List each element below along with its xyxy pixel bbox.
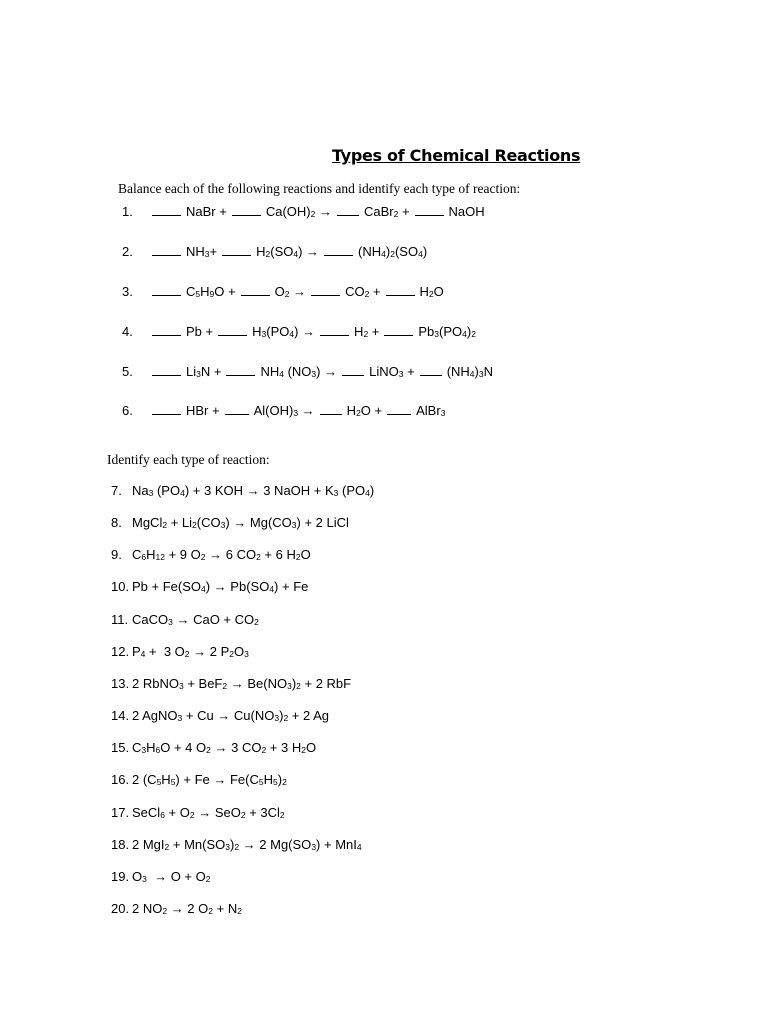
reaction-number: 14. — [111, 708, 130, 724]
identify-reaction-13 — [111, 676, 351, 691]
reaction-equation: SeCl$_6$ + $O_2 \to SeO_2 + 3Cl_2$ — [132, 804, 285, 820]
reaction-equation: $O_3 \to O + O_2$ — [132, 868, 211, 884]
reaction-equation: MgCl$_2$ + $Li_2(CO_3) \to Mg(CO_3) + 2$ LiCl — [132, 515, 349, 531]
reaction-equation: NaBr + $Ca(OH)_2$ → CaBr$_2$ + NaOH — [152, 204, 485, 219]
reaction-number: 18. — [111, 836, 130, 852]
worksheet-title: Types of Chemical Reactions — [332, 146, 581, 165]
reaction-equation: $Li_3N$ + $NH_4$ $(NO_3)$ → LiNO$_3$ + $(NH_4)_3N$ — [152, 364, 493, 379]
balance-reaction-5 — [122, 364, 493, 379]
reaction-equation: CaCO$_3$ → CaO + $CO_2$ — [132, 611, 259, 627]
reaction-number: 15. — [111, 740, 130, 756]
reaction-number: 11. — [111, 611, 129, 627]
identify-reaction-11 — [111, 612, 259, 627]
identify-reaction-10 — [111, 579, 308, 594]
balance-reaction-2 — [122, 244, 427, 259]
reaction-number: 9. — [111, 547, 122, 563]
identify-reaction-12 — [111, 644, 249, 659]
identify-reaction-9 — [111, 547, 311, 562]
reaction-equation: 2 $MgI_2 + Mn(SO_3)_2 \to 2$ $Mg(SO_3) + MnI_4$ — [132, 836, 362, 852]
reaction-equation: $C_6H_{12} + 9$ $O_2 \to 6$ $CO_2 + 6$ $H_2O$ — [132, 547, 311, 563]
balance-reaction-4 — [122, 324, 476, 339]
identify-reaction-19 — [111, 869, 210, 884]
reaction-equation: HBr + $Al(OH)_3$ → $H_2O$ + AlBr$_3$ — [152, 403, 445, 418]
reaction-number: 19. — [111, 868, 130, 884]
reaction-number: 20. — [111, 900, 130, 916]
identify-reaction-20 — [111, 901, 242, 916]
reaction-number: 16. — [111, 772, 130, 788]
identify-instructions: Identify each type of reaction: — [107, 452, 270, 467]
balance-instructions: Balance each of the following reactions and identify each type of reaction: — [118, 181, 521, 196]
reaction-number: 3. — [122, 284, 133, 299]
reaction-equation: $P_4 + 3$ $O_2 \to 2$ $P_2O_3$ — [132, 643, 249, 659]
balance-reaction-3 — [122, 284, 444, 299]
identify-reaction-15 — [111, 740, 316, 755]
balance-reaction-6 — [122, 403, 445, 418]
reaction-number: 4. — [122, 324, 133, 339]
reaction-number: 5. — [122, 364, 133, 379]
reaction-equation: 2 AgNO$_3$ + $Cu \to Cu(NO_3)_2 + 2$ Ag — [132, 708, 330, 724]
balance-reaction-1 — [122, 204, 485, 219]
reaction-number: 8. — [111, 515, 122, 531]
reaction-number: 13. — [111, 675, 130, 691]
reaction-equation: $Na_3$ $(PO_4) + 3$ KOH → 3 NaOH + $K_3$ $(PO_4)$ — [132, 483, 375, 498]
identify-reaction-18 — [111, 837, 362, 852]
reaction-equation: $Pb + Fe(SO_4) \to Pb(SO_4) + Fe$ — [132, 579, 309, 595]
reaction-equation: Pb + $H_3(PO_4)$ → $H_2$ + $Pb_3(PO_4)_2$ — [152, 324, 476, 339]
identify-reaction-8 — [111, 515, 349, 530]
identify-reaction-17 — [111, 805, 285, 820]
identify-reaction-14 — [111, 708, 329, 723]
reaction-equation: $NH_3+$ $H_2(SO_4)$ → $(NH_4)_2(SO_4)$ — [152, 244, 427, 259]
reaction-number: 6. — [122, 403, 133, 418]
reaction-equation: $C_3H_6O + 4$ $O_2 \to 3$ $CO_2 + 3$ $H_2O$ — [132, 740, 317, 756]
identify-reaction-16 — [111, 772, 287, 787]
reaction-number: 7. — [111, 483, 122, 498]
reaction-number: 2. — [122, 244, 133, 259]
reaction-equation: 2 $(C_5H_5) + Fe \to Fe(C_5H_5)_2$ — [132, 772, 287, 788]
reaction-equation: 2 $NO_2 \to 2$ $O_2 + N_2$ — [132, 900, 242, 916]
reaction-equation: $C_5H_9O$ + $O_2$ → $CO_2$ + $H_2O$ — [152, 284, 444, 299]
reaction-number: 12. — [111, 643, 130, 659]
reaction-equation: 2 RbNO$_3$ + $BeF_2 \to Be(NO_3)_2 + 2$ RbF — [132, 675, 352, 691]
reaction-number: 10. — [111, 579, 130, 595]
reaction-number: 1. — [122, 204, 133, 219]
reaction-number: 17. — [111, 804, 130, 820]
identify-reaction-7 — [111, 483, 374, 498]
